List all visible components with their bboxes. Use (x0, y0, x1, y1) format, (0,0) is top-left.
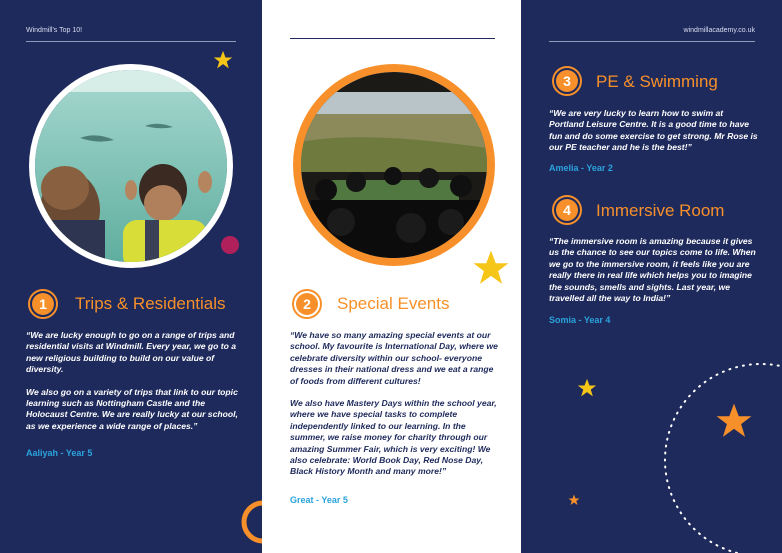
star-icon (715, 402, 753, 440)
section-number: 3 (556, 70, 578, 92)
immersive-room-image (301, 72, 487, 258)
quote-text: “The immersive room is amazing because it gives us the chance to see our topics come to life. When we go to the immersive room, it feels like you are really there in real life which helps you to imagine the sounds, smells and sights. Last year, we travelled all the way to India!” (549, 236, 756, 304)
section-heading: Special Events (337, 294, 450, 313)
quote-paragraph: “We have so many amazing special events at our school. My favourite is International Day, where we celebrate diversity within our school- everyone dresses in their national dress and we eat a range of foods from different cultures! (290, 330, 498, 386)
header-rule (26, 41, 236, 42)
section-number-badge (552, 195, 582, 225)
section-number-badge (28, 289, 58, 319)
aquarium-photo (29, 64, 233, 268)
decorative-ring (238, 497, 262, 547)
quote-attribution: Amelia - Year 2 (549, 163, 613, 173)
right-panel (521, 0, 782, 553)
star-icon (568, 494, 580, 506)
section-heading: Trips & Residentials (75, 294, 226, 313)
quote-paragraph: We also have Mastery Days within the school year, where we have special tasks to complete independently linked to our learning. In the summer, we raise money for charity through our amazing Summer Fair, which is very exciting! We also celebrate: World Book Day, Red Nose Day, Black History Month and many more!” (290, 398, 497, 477)
quote-attribution: Somia - Year 4 (549, 315, 611, 325)
middle-panel (262, 0, 521, 553)
website-url: windmillacademy.co.uk (683, 27, 755, 34)
section-number: 1 (32, 293, 54, 315)
header-rule (549, 41, 755, 42)
quote-text (290, 330, 500, 489)
decorative-dot (221, 236, 239, 254)
quote-paragraph: “We are lucky enough to go on a range of trips and residential visits at Windmill. Every year, we go to a new religious building to build on our value of diversity. (26, 330, 237, 375)
immersive-room-photo (293, 64, 495, 266)
section-number: 2 (296, 293, 318, 315)
dotted-arc (661, 360, 782, 553)
left-panel (0, 0, 262, 553)
quote-attribution: Great - Year 5 (290, 495, 348, 505)
section-heading: Immersive Room (596, 201, 725, 220)
section-number: 4 (556, 199, 578, 221)
quote-text: “We are very lucky to learn how to swim at Portland Leisure Centre. It is a good time to have fun and do some exercise to get strong. Mr Rose is our PE teacher and he is the best!” (549, 108, 758, 153)
star-icon (213, 50, 233, 70)
quote-text (26, 330, 240, 443)
section-heading: PE & Swimming (596, 72, 718, 91)
brochure-title: Windmill's Top 10! (26, 27, 83, 34)
header-rule (290, 38, 495, 39)
quote-paragraph: We also go on a variety of trips that link to our topic learning such as Nottingham Castle and the Holocaust Centre. We are really lucky at our school, as we experience a wide range of places.” (26, 386, 238, 431)
star-icon (577, 378, 597, 398)
star-icon (472, 249, 510, 287)
aquarium-image (35, 70, 227, 262)
section-number-badge (552, 66, 582, 96)
quote-attribution: Aaliyah - Year 5 (26, 448, 93, 458)
section-number-badge (292, 289, 322, 319)
